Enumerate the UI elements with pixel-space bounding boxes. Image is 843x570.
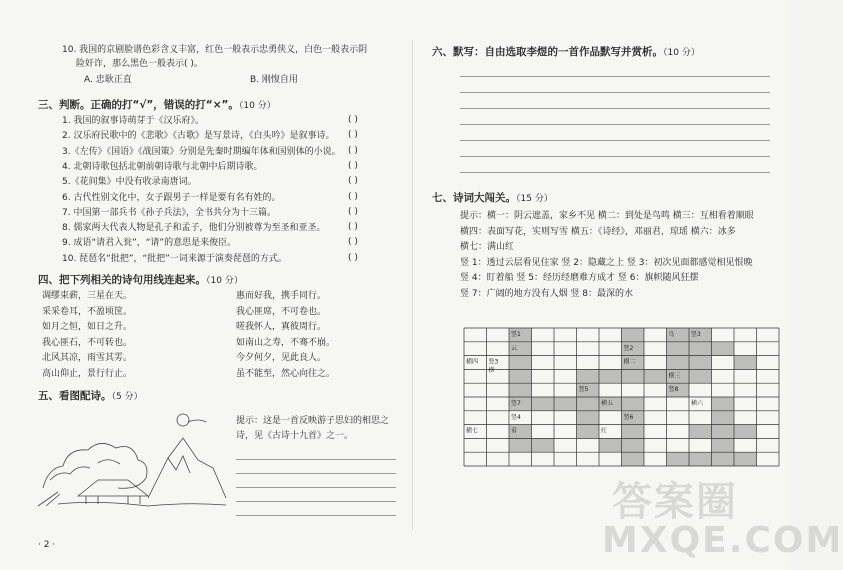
crossword-label: 横五	[601, 400, 614, 407]
judgement-item: 4. 北朝诗歌包括北朝前朝诗歌与北朝中后期诗歌。	[62, 161, 263, 172]
crossword-shaded-cell	[712, 452, 735, 466]
crossword-shaded-cell	[689, 356, 712, 370]
judgement-item: 7. 中国第一部兵书《孙子兵法》，全书共分为十三篇。	[62, 207, 276, 218]
answer-parentheses: ( )	[348, 145, 358, 156]
section3-points: （10 分）	[238, 101, 276, 111]
crossword-shaded-cell	[689, 369, 712, 383]
judgement-item: 8. 儒家两大代表人物是孔子和孟子，他们分别被尊为至圣和亚圣。	[62, 223, 326, 234]
poem-line-right: 我心匪席，不可卷也。	[236, 306, 327, 317]
crossword-label: 鸟	[668, 331, 675, 338]
crossword-hint: 横四：表面写花，实则写雪 横五：《诗经》，邓丽君，琼瑶 横六：冰多	[460, 226, 736, 237]
crossword-label: 竖2	[623, 344, 634, 352]
crossword-shaded-cell	[734, 356, 757, 370]
watermark-url: MXQE.COM	[602, 520, 843, 561]
answer-line	[460, 172, 770, 173]
crossword-grid	[462, 326, 784, 466]
section6-points: （10 分）	[663, 48, 700, 58]
q10-text-2: 险奸诈，那么黑色一般表示( )。	[76, 59, 203, 69]
crossword-shaded-cell	[532, 397, 555, 411]
section5-points: （5 分）	[111, 392, 143, 402]
judgement-item: 10. 琵琶名“批把”，“批把”一词来源于演奏琵琶的方式。	[62, 253, 287, 264]
answer-parentheses: ( )	[348, 206, 358, 217]
crossword-shaded-cell	[734, 425, 757, 439]
crossword-label: 竖1	[511, 331, 521, 338]
crossword-shaded-cell	[712, 411, 735, 425]
poem-line-left: 高山仰止，景行行止。	[42, 368, 133, 379]
crossword-shaded-cell	[667, 342, 690, 356]
crossword-shaded-cell	[622, 452, 645, 466]
section7-title	[432, 190, 553, 205]
poem-line-right: 虽不能至，然心向往之。	[236, 368, 336, 379]
crossword-shaded-cell	[622, 369, 645, 383]
answer-line	[460, 92, 770, 93]
poem-line-right: 今夕何夕，见此良人。	[236, 353, 327, 363]
crossword-shaded-cell	[577, 411, 600, 425]
crossword-label: 云	[511, 344, 518, 352]
answer-line	[236, 473, 396, 474]
section5-hint-1: 提示：这是一首反映游子思妇的相思之	[236, 416, 390, 426]
crossword-shaded-cell	[554, 397, 577, 411]
section5-title	[38, 388, 143, 403]
answer-line	[236, 459, 396, 460]
answer-line	[460, 140, 770, 141]
crossword-shaded-cell	[689, 425, 712, 439]
crossword-shaded-cell	[712, 438, 735, 452]
section4-title	[38, 272, 243, 287]
answer-line	[460, 124, 770, 125]
answer-parentheses: ( )	[348, 252, 358, 263]
poem-line-left: 采采卷耳，不盈顷筐。	[42, 306, 133, 317]
crossword-label: 竖6	[623, 413, 634, 421]
crossword-shaded-cell	[509, 369, 532, 383]
crossword-shaded-cell	[667, 452, 690, 466]
answer-line	[460, 108, 770, 109]
poem-line-right: 嗟我怀人，寘彼周行。	[236, 322, 327, 332]
crossword-shaded-cell	[509, 438, 532, 452]
crossword-label: 竖3	[691, 331, 701, 338]
crossword-label: 横四	[466, 358, 479, 366]
crossword-shaded-cell	[577, 425, 600, 439]
poem-line-right: 惠而好我，携手同行。	[236, 291, 327, 301]
watermark-logo: 答案圈	[612, 479, 738, 525]
poem-line-left: 如月之恒，如日之升。	[42, 322, 133, 332]
crossword-label: 竖4	[511, 413, 521, 421]
judgement-item: 9. 成语“请君入瓮”，“请”的意思是来俊臣。	[62, 238, 237, 249]
section4-title-text: 四、把下列相关的诗句用线连起来。	[38, 274, 206, 286]
judgement-item: 2. 汉乐府民歌中的《悲歌》《古歌》是写景诗，《白头吟》是叙事诗。	[62, 131, 335, 142]
answer-parentheses: ( )	[348, 130, 358, 141]
crossword-shaded-cell	[712, 342, 735, 356]
answer-line	[460, 76, 770, 77]
crossword-hint: 竖 4：盯着船 竖 5：经历经磨难方成才 竖 6：旗帜随风狂摆	[460, 273, 699, 283]
answer-line	[236, 501, 396, 502]
q10-option-a: A. 忠耿正直	[84, 75, 132, 85]
section7-points: （15 分）	[516, 194, 553, 204]
crossword-hint: 竖 1：透过云层看见住家 竖 2：隐藏之上 竖 3：初次见面都感觉相见恨晚	[460, 257, 753, 268]
crossword-hint: 提示：横一：阴云遮盖，家乡不见 横二：到处是鸟鸣 横三：互相看着顺眼	[460, 211, 754, 221]
crossword-shaded-cell	[577, 397, 600, 411]
crossword-label: 横七	[466, 427, 479, 435]
crossword-label: 竖5	[578, 386, 589, 394]
crossword-shaded-cell	[599, 369, 622, 383]
crossword-hint: 横七：满山红	[460, 242, 515, 252]
crossword-hint: 竖 7：广阔的地方没有人烟 竖 8：最深的水	[460, 288, 634, 299]
section4-points: （10 分）	[206, 276, 243, 286]
crossword-shaded-cell	[622, 425, 645, 439]
answer-line	[460, 156, 770, 157]
crossword-shaded-cell	[667, 356, 690, 370]
poem-line-right: 如南山之寿，不骞不崩。	[236, 337, 336, 348]
judgement-item: 5.《花间集》中没有收录南唐词。	[62, 177, 197, 188]
landscape-illustration	[38, 408, 228, 508]
answer-parentheses: ( )	[348, 222, 358, 233]
q10-text: 10. 我国的京剧脸谱色彩含义丰富，红色一般表示忠勇侠义，白色一般表示阴	[62, 45, 368, 55]
judgement-item: 1. 我国的叙事诗萌芽于《汉乐府》。	[62, 116, 204, 126]
crossword-shaded-cell	[622, 397, 645, 411]
crossword-shaded-cell	[577, 369, 600, 383]
crossword-label: 横二	[623, 358, 636, 366]
answer-parentheses: ( )	[348, 176, 358, 187]
section7-title-text: 七、诗词大闯关。	[432, 192, 516, 204]
answer-line	[236, 515, 396, 516]
judgement-item: 3.《左传》《国语》《战国策》分别是先秦时期编年体和国别体的小说。	[62, 146, 341, 157]
crossword-label: 竖8	[668, 386, 679, 394]
crossword-shaded-cell	[689, 452, 712, 466]
section5-hint-2: 诗，见《古诗十九首》之一。	[236, 431, 354, 441]
crossword-label: 红	[601, 427, 608, 435]
judgement-item: 6. 古代性别文化中，女子跟男子一样是要有名有姓的。	[62, 192, 281, 203]
answer-parentheses: ( )	[348, 191, 358, 202]
crossword-label: 看	[511, 427, 518, 435]
crossword-shaded-cell	[689, 342, 712, 356]
crossword-label: 竖3	[488, 358, 499, 366]
crossword-label: 横三	[668, 372, 681, 380]
q10-option-b: B. 刚愎自用	[250, 75, 298, 85]
crossword-shaded-cell	[622, 328, 645, 342]
section3-title	[38, 97, 276, 112]
poem-line-left: 凋缪束薪，三星在天。	[42, 291, 133, 301]
section3-title-text: 三、判断。正确的打“√”，错误的打“×”。	[38, 99, 239, 111]
crossword-shaded-cell	[734, 452, 757, 466]
poem-line-left: 北风其凉，雨雪其雱。	[42, 353, 133, 363]
crossword-shaded-cell	[622, 438, 645, 452]
crossword-shaded-cell	[532, 438, 555, 452]
section6-title	[432, 44, 700, 59]
crossword-shaded-cell	[599, 438, 622, 452]
section6-title-text: 六、默写：自由选取李煜的一首作品默写并赏析。	[432, 46, 663, 58]
column-divider	[412, 40, 413, 530]
poem-line-left: 我心匪石，不可转也。	[42, 337, 133, 348]
answer-line	[236, 487, 396, 488]
crossword-label: 竖7	[511, 400, 521, 407]
crossword-shaded-cell	[644, 369, 667, 383]
crossword-shaded-cell	[509, 356, 532, 370]
crossword-label: 横一	[488, 366, 501, 374]
answer-parentheses: ( )	[348, 160, 358, 171]
crossword-shaded-cell	[712, 425, 735, 439]
answer-parentheses: ( )	[348, 115, 358, 125]
crossword-shaded-cell	[509, 383, 532, 397]
answer-parentheses: ( )	[348, 237, 358, 248]
crossword-shaded-cell	[712, 397, 735, 411]
section5-title-text: 五、看图配诗。	[38, 390, 112, 402]
page-number: · 2 ·	[38, 540, 56, 550]
crossword-label: 横六	[691, 400, 704, 407]
